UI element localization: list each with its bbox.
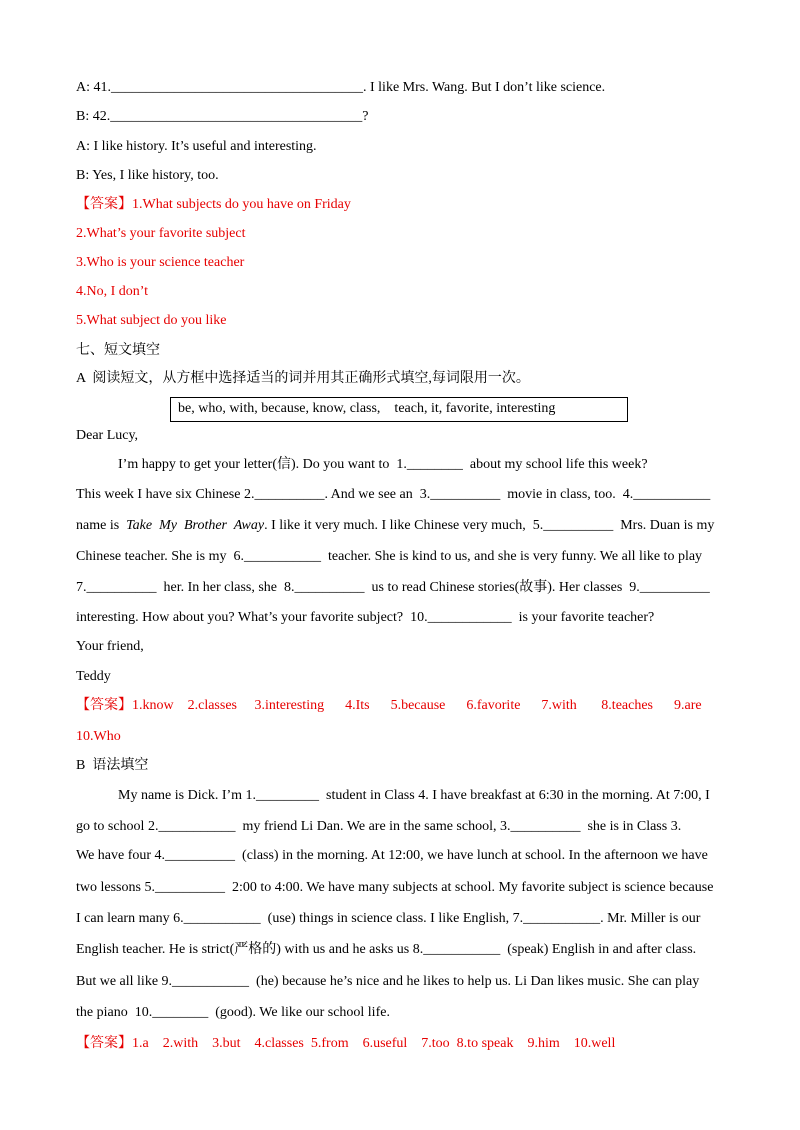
passage-b-line-6: English teacher. He is strict(严格的) with us and he asks us 8.___________ (speak) English in and after class. (76, 942, 697, 957)
answer-line-2: 2.What’s your favorite subject (76, 226, 246, 241)
answer-line-5: 5.What subject do you like (76, 313, 227, 328)
section-title: 七、短文填空 (76, 343, 160, 358)
passage-b-line-2: go to school 2.___________ my friend Li Dan. We are in the same school, 3.__________ she is in Class 3. (76, 819, 682, 834)
letter-line-3-start: name is (76, 518, 127, 533)
letter-line-3-end: . I like it very much. I like Chinese very much, 5.__________ Mrs. Duan is my (264, 518, 715, 533)
letter-greeting: Dear Lucy, (76, 428, 139, 443)
answer-a-line-1: 【答案】1.know 2.classes 3.interesting 4.Its 5.because 6.favorite 7.with 8.teaches 9.are (76, 698, 702, 713)
answer-line-4: 4.No, I don’t (76, 284, 149, 299)
part-b-title: B 语法填空 (76, 758, 149, 773)
part-a-instruction: A 阅读短文，从方框中选择适当的词并用其正确形式填空,每词限用一次。 (76, 371, 530, 386)
dialogue-line-a-history: A: I like history. It’s useful and interesting. (76, 139, 317, 154)
letter-closing: Your friend, (76, 639, 144, 654)
passage-b-line-5: I can learn many 6.___________ (use) things in science class. I like English, 7.___________. Mr. Miller is our (76, 911, 701, 926)
word-box (170, 397, 628, 422)
passage-b-line-7: But we all like 9.___________ (he) because he’s nice and he likes to help us. Li Dan likes music. She can play (76, 974, 700, 989)
passage-b-line-3: We have four 4.__________ (class) in the morning. At 12:00, we have lunch at school. In the afternoon we have (76, 848, 708, 863)
movie-title: Take My Brother Away (126, 518, 265, 533)
letter-line-6: interesting. How about you? What’s your favorite subject? 10.____________ is your favorite teacher? (76, 610, 655, 625)
answer-line-3: 3.Who is your science teacher (76, 255, 245, 270)
word-box-text: be, who, with, because, know, class, teach, it, favorite, interesting (178, 401, 556, 416)
letter-line-5: 7.__________ her. In her class, she 8.__________ us to read Chinese stories(故事). Her classes 9.__________ (76, 580, 710, 595)
dialogue-line-b-too: B: Yes, I like history, too. (76, 168, 219, 183)
passage-b-line-8: the piano 10.________ (good). We like our school life. (76, 1005, 390, 1020)
answer-a-line-2: 10.Who (76, 729, 121, 744)
letter-line-3 (76, 517, 714, 535)
dialogue-line-a41: A: 41.____________________________________. I like Mrs. Wang. But I don’t like science. (76, 80, 606, 95)
answer-b-line: 【答案】1.a 2.with 3.but 4.classes 5.from 6.useful 7.too 8.to speak 9.him 10.well (76, 1036, 616, 1051)
passage-b-line-4: two lessons 5.__________ 2:00 to 4:00. We have many subjects at school. My favorite subject is science because (76, 880, 714, 895)
letter-line-1: I’m happy to get your letter(信). Do you want to 1.________ about my school life this week? (118, 457, 648, 472)
dialogue-line-b42: B: 42.____________________________________? (76, 109, 369, 124)
letter-line-2: This week I have six Chinese 2.__________. And we see an 3.__________ movie in class, too. 4.___________ (76, 487, 711, 502)
passage-b-line-1: My name is Dick. I’m 1._________ student in Class 4. I have breakfast at 6:30 in the morning. At 7:00, I (118, 788, 710, 803)
letter-signature: Teddy (76, 669, 111, 684)
answer-line-1: 【答案】1.What subjects do you have on Friday (76, 197, 351, 212)
letter-line-4: Chinese teacher. She is my 6.___________ teacher. She is kind to us, and she is very funny. We all like to play (76, 549, 703, 564)
